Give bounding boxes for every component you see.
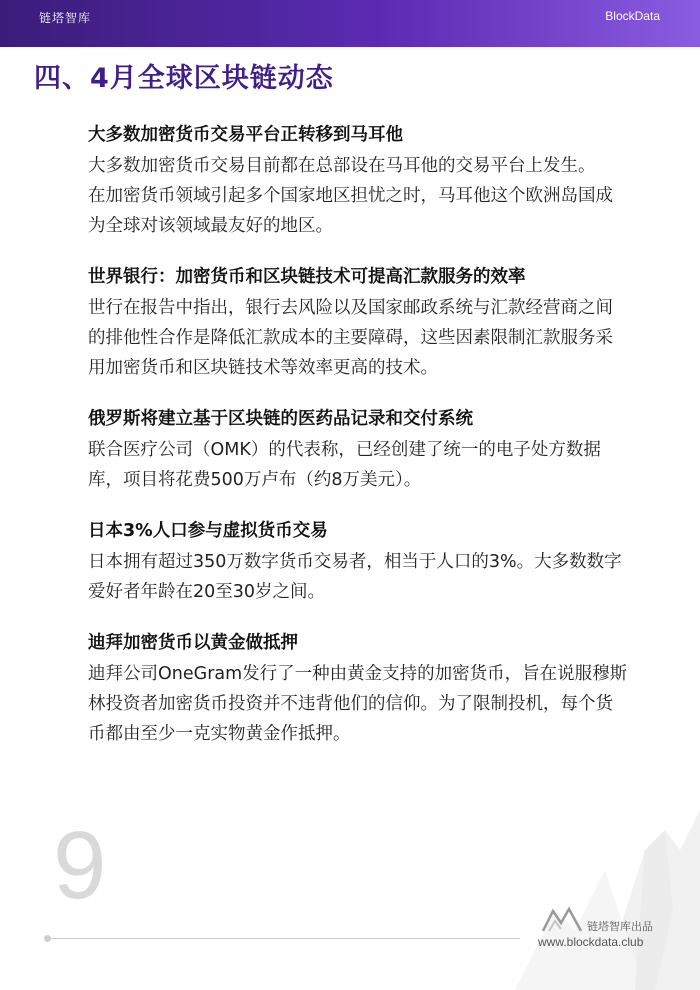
blockdata-logo-icon xyxy=(541,905,583,933)
news-title: 俄罗斯将建立基于区块链的医药品记录和交付系统 xyxy=(88,409,473,429)
news-title: 迪拜加密货币以黄金做抵押 xyxy=(88,633,298,653)
news-paragraph: 大多数加密货币交易目前都在总部设在马耳他的交易平台上发生。 xyxy=(88,156,596,176)
news-paragraph: 日本拥有超过350万数字货币交易者，相当于人口的3%。大多数数字爱好者年龄在20至30岁之间。 xyxy=(88,552,622,602)
news-paragraph: 迪拜公司OneGram发行了一种由黄金支持的加密货币，旨在说服穆斯林投资者加密货币投资并不违背他们的信仰。为了限制投机，每个货币都由至少一克实物黄金作抵押。 xyxy=(88,664,628,744)
news-title: 世界银行：加密货币和区块链技术可提高汇款服务的效率 xyxy=(88,267,526,287)
page-number: 9 xyxy=(53,812,107,919)
news-item-japan xyxy=(88,516,628,607)
news-item-dubai xyxy=(88,628,628,749)
news-item-russia xyxy=(88,404,628,495)
news-title: 日本3%人口参与虚拟货币交易 xyxy=(88,521,328,541)
header-brand: 链塔智库 xyxy=(39,11,92,25)
news-paragraph: 世行在报告中指出，银行去风险以及国家邮政系统与汇款经营商之间的排他性合作是降低汇款成本的主要障碍，这些因素限制汇款服务采用加密货币和区块链技术等效率更高的技术。 xyxy=(88,298,613,378)
title-accent xyxy=(0,50,21,100)
title-divider xyxy=(21,97,700,98)
news-item-malta xyxy=(88,120,628,241)
footer-divider xyxy=(50,938,520,939)
footer-producer: 链塔智库出品 xyxy=(587,920,653,933)
decorative-logo-watermark xyxy=(495,790,700,990)
section-title: 四、4月全球区块链动态 xyxy=(34,63,334,94)
news-item-world-bank xyxy=(88,262,628,383)
header-bar xyxy=(0,0,700,47)
news-paragraph: 联合医疗公司（OMK）的代表称，已经创建了统一的电子处方数据库，项目将花费500万卢布（约8万美元）。 xyxy=(88,440,601,490)
section-title-block xyxy=(0,50,700,100)
news-title: 大多数加密货币交易平台正转移到马耳他 xyxy=(88,125,403,145)
news-paragraph: 在加密货币领域引起多个国家地区担忧之时，马耳他这个欧洲岛国成为全球对该领域最友好的地区。 xyxy=(88,186,613,236)
news-list xyxy=(88,120,628,770)
header-brand-en: BlockData xyxy=(605,9,660,23)
footer-url: www.blockdata.club xyxy=(538,935,644,949)
